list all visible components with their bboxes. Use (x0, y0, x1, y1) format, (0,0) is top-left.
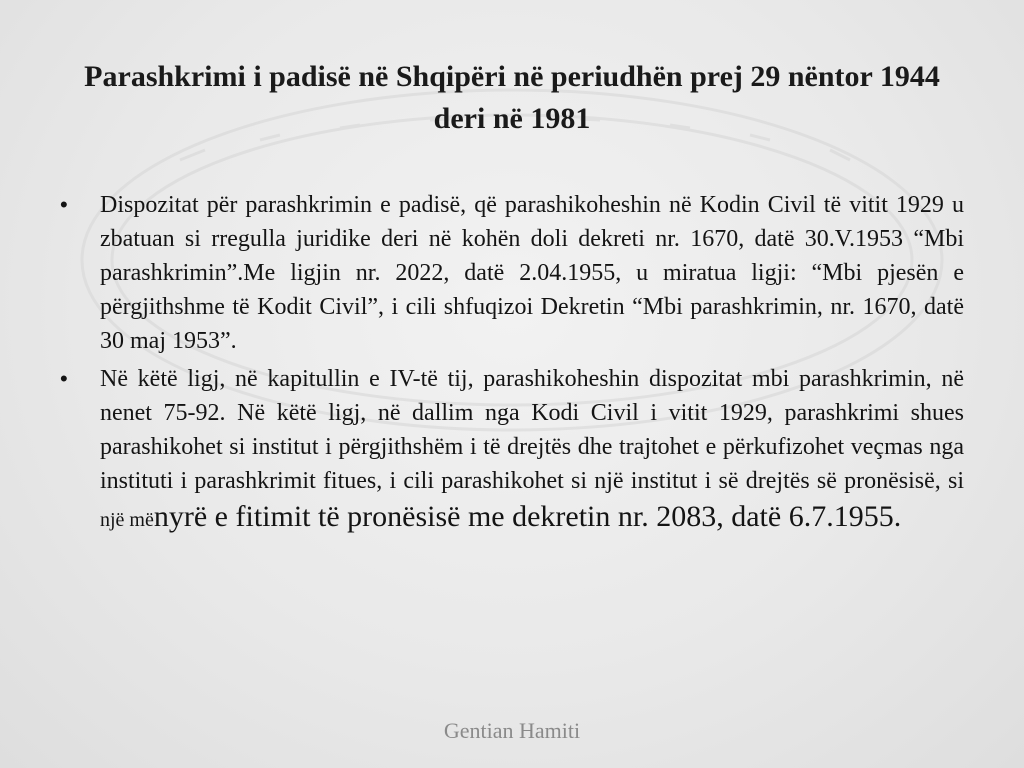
bullet-item-2 (60, 362, 964, 537)
bullet-text-2: Në këtë ligj, në kapitullin e IV-të tij, parashikoheshin dispozitat mbi parashkrimin, në nenet 75-92. Në këtë ligj, në dallim nga Kodi Civil i vitit 1929, parashkrimi shues parashikohet si institut i përgjithshëm i të drejtës dhe trajtohet e përkufizohet veçmas nga instituti i parashkrimit fitues, i cili parashikohet si një institut i së drejtës së pronësisë, si (100, 366, 964, 494)
bullet-text-2-small: një më (100, 509, 154, 531)
slide-title: Parashkrimi i padisë në Shqipëri në periudhën prej 29 nëntor 1944 deri në 1981 (84, 60, 940, 135)
bullet-list (60, 188, 964, 537)
bullet-text-1: Dispozitat për parashkrimin e padisë, që parashikoheshin në Kodin Civil të vitit 1929 u zbatuan si rregulla juridike deri në kohën doli dekreti nr. 1670, datë 30.V.1953 “Mbi parashkrimin”.Me ligjin nr. 2022, datë 2.04.1955, u miratua ligji: “Mbi pjesën e përgjithshme të Kodit Civil”, i cili shfuqizoi Dekretin “Mbi parashkrimin, nr. 1670, datë 30 maj 1953”. (100, 192, 964, 354)
bullet-dot-icon: • (60, 366, 68, 391)
bullet-text-2-large: nyrë e fitimit të pronësisë me dekretin nr. 2083, datë 6.7.1955. (153, 500, 902, 533)
bullet-item-1 (60, 188, 964, 358)
bullet-dot-icon: • (60, 192, 68, 217)
footer-author: Gentian Hamiti (443, 718, 581, 743)
